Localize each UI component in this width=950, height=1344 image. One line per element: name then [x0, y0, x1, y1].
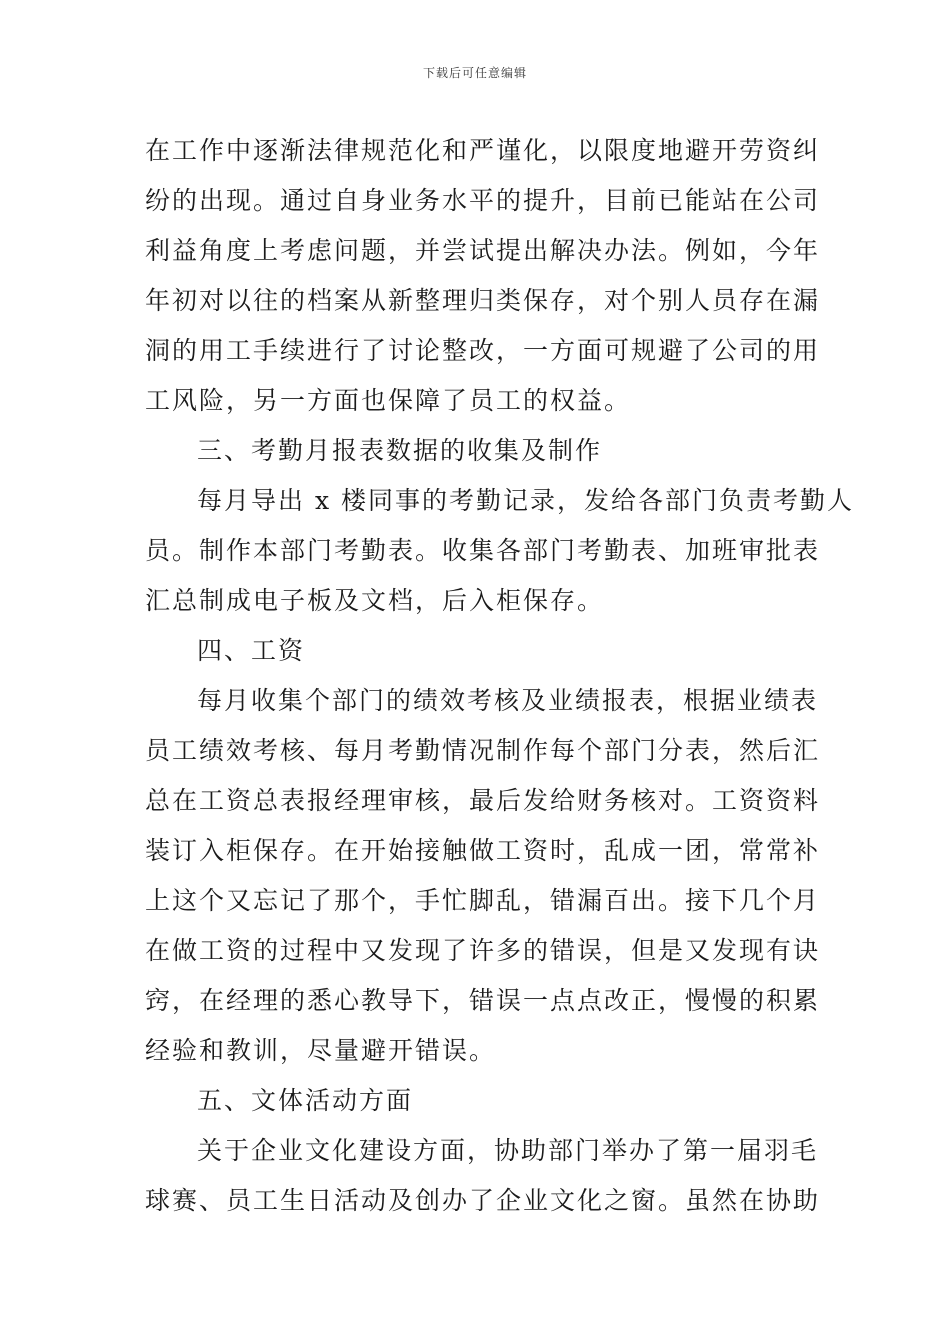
- section-heading-attendance: 三、考勤月报表数据的收集及制作: [197, 436, 603, 465]
- document-body: [145, 126, 854, 1226]
- body-line: 在做工资的过程中又发现了许多的错误，但是又发现有诀: [145, 936, 821, 965]
- body-line: 汇总制成电子板及文档，后入柜保存。: [145, 586, 605, 615]
- body-line: 员。制作本部门考勤表。收集各部门考勤表、加班审批表: [145, 536, 821, 565]
- body-line: 年初对以往的档案从新整理归类保存，对个别人员存在漏: [145, 286, 821, 315]
- body-line: 总在工资总表报经理审核，最后发给财务核对。工资资料: [145, 786, 821, 815]
- header-note: 下载后可任意编辑: [422, 66, 527, 80]
- body-line: 工风险，另一方面也保障了员工的权益。: [145, 386, 632, 415]
- body-line: 关于企业文化建设方面，协助部门举办了第一届羽毛: [197, 1136, 819, 1165]
- body-line: 每月收集个部门的绩效考核及业绩报表，根据业绩表: [197, 686, 819, 715]
- body-line: 装订入柜保存。在开始接触做工资时，乱成一团，常常补: [145, 836, 821, 865]
- body-line: 洞的用工手续进行了讨论整改，一方面可规避了公司的用: [145, 336, 821, 365]
- body-line: 在工作中逐渐法律规范化和严谨化，以限度地避开劳资纠: [145, 136, 821, 165]
- section-heading-salary: 四、工资: [197, 636, 306, 665]
- section-heading-culture: 五、文体活动方面: [197, 1086, 414, 1115]
- body-line: 窍，在经理的悉心教导下，错误一点点改正，慢慢的积累: [145, 986, 821, 1015]
- body-line: 经验和教训，尽量避开错误。: [145, 1036, 497, 1065]
- body-line: 利益角度上考虑问题，并尝试提出解决办法。例如，今年: [145, 236, 821, 265]
- body-line: 纷的出现。通过自身业务水平的提升，目前已能站在公司: [145, 186, 821, 215]
- body-line: 员工绩效考核、每月考勤情况制作每个部门分表，然后汇: [145, 736, 821, 765]
- body-line: 上这个又忘记了那个，手忙脚乱，错漏百出。接下几个月: [145, 886, 821, 915]
- body-line: 每月导出 x 楼同事的考勤记录，发给各部门负责考勤人: [197, 486, 854, 515]
- body-line: 球赛、员工生日活动及创办了企业文化之窗。虽然在协助: [145, 1186, 821, 1215]
